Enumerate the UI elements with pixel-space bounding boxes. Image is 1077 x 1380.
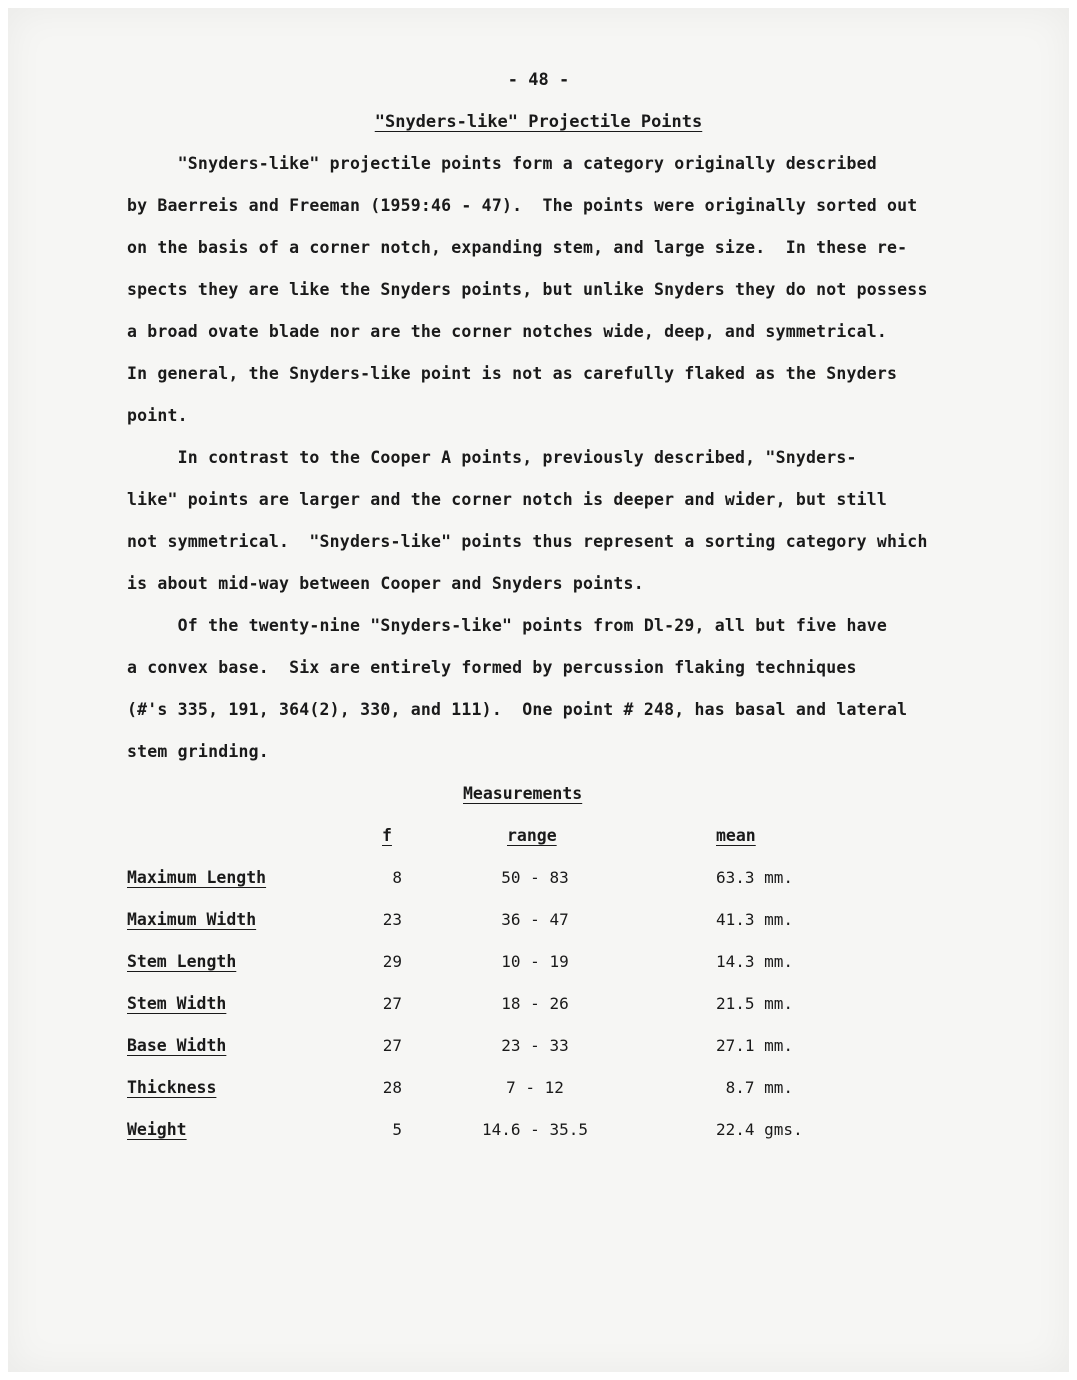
page-number: - 48 - [507,70,570,90]
mean-value: 8.7 mm. [716,1078,794,1097]
document-page [8,8,1069,1372]
row-label: Stem Width [127,994,227,1013]
text-line: is about mid-way between Cooper and Snyders points. [127,574,644,593]
range-value: 23 - 33 [501,1036,569,1055]
row-label: Stem Length [127,952,237,971]
text-line: like" points are larger and the corner notch is deeper and wider, but still [127,490,888,509]
f-value: 8 [392,868,402,887]
f-value: 27 [382,1036,402,1055]
text-line: not symmetrical. "Snyders-like" points thus represent a sorting category which [127,532,928,551]
text-line: point. [127,406,188,425]
row-label: Maximum Width [127,910,257,929]
text-line: by Baerreis and Freeman (1959:46 - 47). The points were originally sorted out [127,196,918,215]
row-label: Weight [127,1120,187,1139]
text-line: on the basis of a corner notch, expanding stem, and large size. In these re- [127,238,908,257]
mean-value: 41.3 mm. [716,910,794,929]
row-label: Maximum Length [127,868,267,887]
text-line: stem grinding. [127,742,269,761]
text-line: (#'s 335, 191, 364(2), 330, and 111). One point # 248, has basal and lateral [127,700,908,719]
row-label: Thickness [127,1078,217,1097]
mean-value: 21.5 mm. [716,994,794,1013]
section-title: "Snyders-like" Projectile Points [374,112,703,132]
text-line: In contrast to the Cooper A points, previously described, "Snyders- [127,448,857,467]
range-value: 10 - 19 [501,952,569,971]
f-value: 28 [382,1078,402,1097]
text-line: spects they are like the Snyders points, but unlike Snyders they do not possess [127,280,928,299]
text-line: a broad ovate blade nor are the corner notches wide, deep, and symmetrical. [127,322,888,341]
range-value: 7 - 12 [506,1078,564,1097]
mean-value: 63.3 mm. [716,868,794,887]
mean-value: 14.3 mm. [716,952,794,971]
range-value: 50 - 83 [501,868,569,887]
mean-value: 22.4 gms. [716,1120,803,1139]
row-label: Base Width [127,1036,227,1055]
range-value: 14.6 - 35.5 [482,1120,588,1139]
column-header-mean: mean [716,826,756,845]
text-line: Of the twenty-nine "Snyders-like" points from Dl-29, all but five have [127,616,888,635]
f-value: 29 [382,952,402,971]
range-value: 36 - 47 [501,910,569,929]
text-line: a convex base. Six are entirely formed by percussion flaking techniques [127,658,857,677]
f-value: 5 [392,1120,402,1139]
f-value: 23 [382,910,402,929]
mean-value: 27.1 mm. [716,1036,794,1055]
measurements-title: Measurements [463,784,583,803]
text-line: "Snyders-like" projectile points form a category originally described [127,154,877,173]
f-value: 27 [382,994,402,1013]
column-header-range: range [507,826,557,845]
text-line: In general, the Snyders-like point is not as carefully flaked as the Snyders [127,364,898,383]
column-header-f: f [382,826,392,845]
range-value: 18 - 26 [501,994,569,1013]
